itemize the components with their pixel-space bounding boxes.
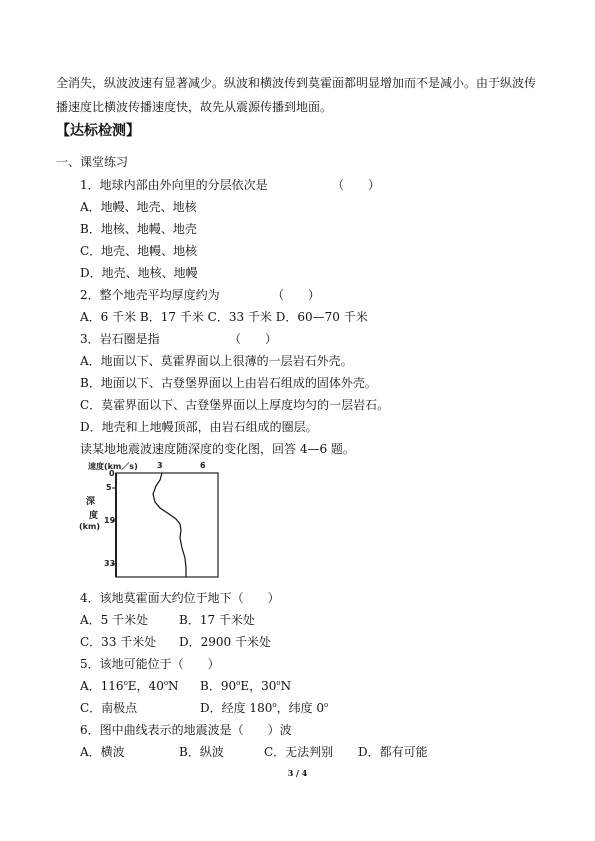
intro-line-1: 全消失，纵波波速有显著减少。纵波和横波传到莫霍面都明显增加而不是减小。由于纵波传 [56,76,537,90]
figure-depth-unit: (km) [79,522,100,531]
figure-tick-3: 3 [157,461,163,470]
question-1-option-b: B．地核、地幔、地壳 [80,222,197,236]
figure-speed-axis-label: 速度(km／s) [88,462,138,471]
page-number: 3 / 4 [287,768,308,778]
question-6-option-b: B．纵波 [179,745,224,759]
question-1-answer-blank: （ ） [332,178,381,192]
section-heading: 【达标检测】 [56,123,140,139]
question-3-option-c: C．莫霍界面以下、古登堡界面以上厚度均匀的一层岩石。 [80,398,390,412]
question-1-stem: 1．地球内部由外向里的分层依次是 [80,178,268,192]
figure-depth-label-2: 度 [89,511,99,521]
question-3-stem: 3．岩石圈是指 [80,332,160,346]
question-1-option-d: D．地壳、地核、地幔 [80,266,198,280]
seismic-speed-depth-figure [76,458,226,583]
question-6-option-c: C．无法判别 [264,745,334,759]
question-3-answer-blank: （ ） [229,332,278,346]
question-4-stem: 4．该地莫霍面大约位于地下（ ） [80,591,280,605]
question-6-stem: 6．图中曲线表示的地震波是（ ）波 [80,723,292,737]
question-4-option-d: D．2900 千米处 [179,635,271,649]
wave-speed-curve [153,473,186,577]
figure-graphic [76,458,226,583]
figure-depth-5: 5 [106,483,112,492]
question-2-answer-blank: （ ） [272,288,321,302]
figure-depth-33: 33 [104,559,116,568]
figure-depth-0: 0 [109,469,115,478]
question-5-option-c: C．南极点 [80,701,138,715]
question-1-option-a: A．地幔、地壳、地核 [80,200,197,214]
figure-depth-label-1: 深 [86,497,96,507]
question-2-stem: 2．整个地壳平均厚度约为 [80,288,220,302]
question-6-option-d: D．都有可能 [358,745,428,759]
figure-frame [116,473,218,577]
subsection-title: 一、课堂练习 [56,155,129,169]
figure-depth-19: 19 [104,516,116,525]
question-3-option-a: A．地面以下、莫霍界面以上很薄的一层岩石外壳。 [80,354,353,368]
intro-line-2: 播速度比横波传播速度快，故先从震源传播到地面。 [56,100,333,114]
question-3-option-b: B．地面以下、古登堡界面以上由岩石组成的固体外壳。 [80,376,377,390]
question-3-option-d: D．地壳和上地幔顶部，由岩石组成的圈层。 [80,420,318,434]
question-4-option-a: A．5 千米处 [80,613,149,627]
question-1-option-c: C．地壳、地幔、地核 [80,244,198,258]
question-4-option-c: C．33 千米处 [80,635,157,649]
question-5-option-d: D．经度 180$^o$，纬度 0$^o$ [200,701,329,715]
figure-instruction: 读某地地震波速度随深度的变化图，回答 4—6 题。 [80,442,355,456]
question-2-options: A．6 千米 B．17 千米 C．33 千米 D．60—70 千米 [80,310,368,324]
figure-tick-6: 6 [200,461,206,470]
question-5-option-b: B．90$^o$E，30$^o$N [200,679,292,693]
question-5-stem: 5．该地可能位于（ ） [80,657,220,671]
question-6-option-a: A．横波 [80,745,125,759]
question-4-option-b: B．17 千米处 [179,613,255,627]
question-5-option-a: A．116$^o$E，40$^o$N [80,679,179,693]
